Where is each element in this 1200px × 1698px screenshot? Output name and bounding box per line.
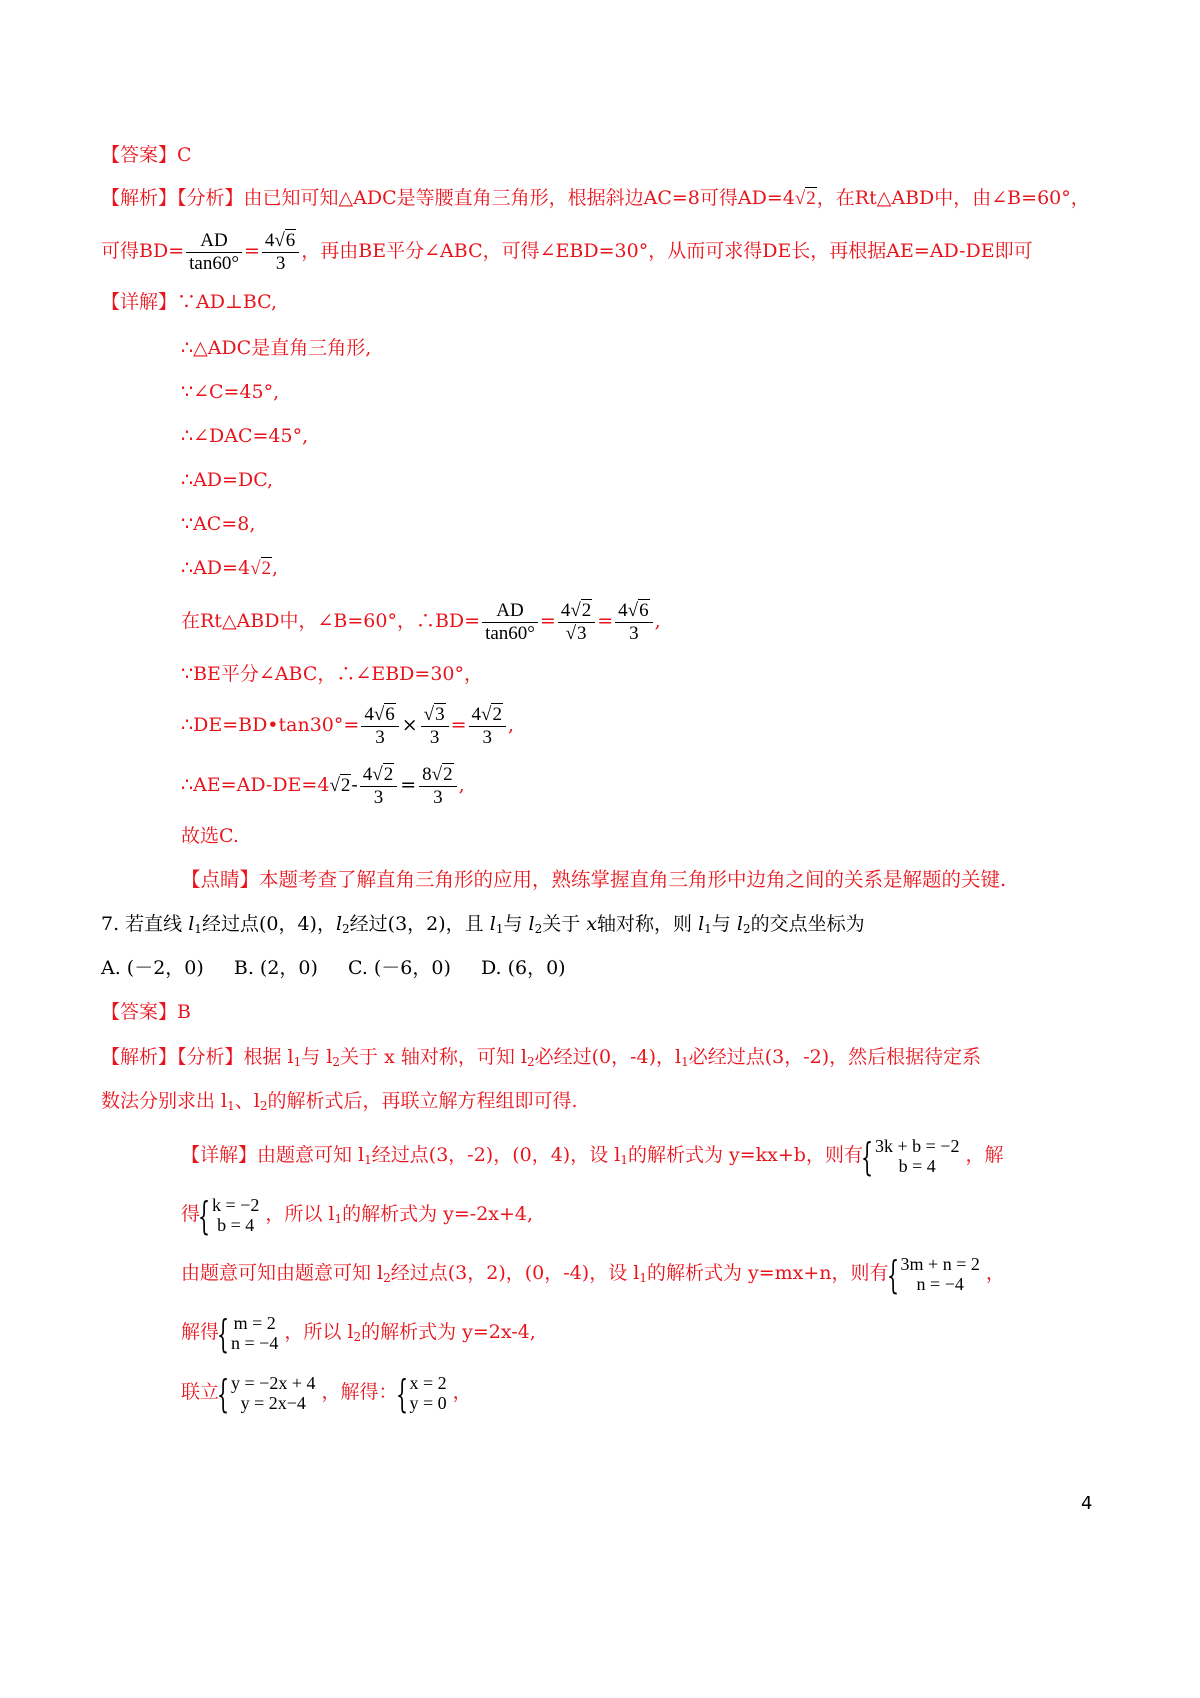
detail-text: ，解 — [965, 1144, 1004, 1166]
denominator: 3 — [375, 726, 385, 748]
analysis-text: 可得BD= — [101, 240, 185, 262]
radicand: 2 — [492, 703, 502, 725]
detail-step: ∵AC=8, — [181, 513, 256, 535]
equation: k = −2 — [212, 1195, 260, 1215]
question-text: 经过(3，2)，且 — [349, 913, 484, 935]
equation-system — [395, 1372, 447, 1416]
radicand: 3 — [435, 703, 445, 725]
analysis-text: 由已知可知△ADC是等腰直角三角形，根据斜边AC=8可得AD=4 — [243, 187, 795, 209]
detail-step: ∴AE=AD-DE=4 — [181, 774, 330, 796]
detail-6-step-12 — [181, 824, 239, 848]
analysis-label: 【解析】【分析】 — [101, 1046, 244, 1068]
analysis-6-line-2 — [101, 226, 1033, 276]
question-text: 7. 若直线 — [101, 913, 183, 935]
sqrt-expr: √2 — [250, 558, 271, 579]
fraction — [421, 704, 449, 749]
minus-sign: - — [351, 774, 358, 796]
subscript: 2 — [383, 1271, 391, 1285]
denominator: 3 — [629, 622, 639, 644]
sqrt-expr: √2 — [329, 775, 351, 796]
subscript: 2 — [342, 922, 350, 936]
answer-6 — [101, 143, 192, 167]
sqrt-expr: √6 — [274, 229, 296, 251]
analysis-7-line-2 — [101, 1089, 578, 1118]
radicand: 6 — [639, 599, 649, 621]
subscript: 2 — [742, 922, 751, 936]
numerator — [262, 230, 299, 253]
analysis-7-line-1 — [101, 1045, 981, 1074]
denominator: tan60° — [189, 252, 239, 274]
equation: b = 4 — [898, 1156, 936, 1176]
question-7-options — [101, 956, 566, 980]
numerator — [361, 704, 398, 727]
subscript: 2 — [332, 1055, 341, 1069]
radicand: 2 — [443, 763, 453, 785]
detail-6-step-4 — [181, 424, 308, 448]
fraction — [419, 764, 456, 809]
detail-text: 经过点(3，2)，(0，-4)，设 l — [390, 1262, 640, 1284]
question-text: 关于 — [542, 913, 581, 935]
analysis-label: 【解析】【分析】 — [101, 187, 244, 209]
sqrt-expr: √2 — [570, 599, 592, 621]
subscript: 1 — [639, 1271, 647, 1285]
detail-step: ∴∠DAC=45°, — [181, 425, 309, 447]
sqrt-expr: √2 — [372, 763, 394, 785]
radicand: 6 — [285, 229, 296, 251]
detail-6-step-7 — [181, 556, 278, 581]
sqrt-expr: √2 — [794, 188, 816, 209]
detail-step: ∵∠C=45°, — [181, 381, 280, 403]
analysis-text: 数法分别求出 l — [101, 1090, 228, 1112]
numerator — [558, 600, 595, 623]
detail-step: ∴AD=4 — [181, 557, 251, 579]
equation: n = −4 — [916, 1274, 964, 1294]
detail-step: ∵BE平分∠ABC，∴∠EBD=30°， — [181, 663, 483, 685]
denominator: tan60° — [485, 622, 535, 644]
detail-text: ， — [452, 1381, 472, 1403]
detail-step: ∴△ADC是直角三角形, — [181, 337, 372, 359]
option-d: D. (6，0) — [480, 957, 566, 979]
answer-label: 【答案】 — [101, 1001, 178, 1023]
coef: 4 — [364, 703, 374, 725]
page-number: 4 — [1081, 1493, 1093, 1514]
equation: 3m + n = 2 — [900, 1254, 980, 1274]
analysis-text: 与 l — [301, 1046, 333, 1068]
coef: 4 — [471, 703, 482, 725]
equals-sign: = — [243, 240, 260, 262]
fraction-4root6-over-3 — [262, 230, 299, 275]
radicand: 2 — [261, 558, 271, 579]
sqrt-expr: √6 — [373, 703, 395, 725]
analysis-text: 根据 l — [243, 1046, 294, 1068]
sqrt-expr: √2 — [431, 763, 453, 785]
punct: , — [654, 610, 661, 632]
subscript: 2 — [534, 922, 543, 936]
equation-system — [217, 1312, 279, 1356]
equation: 3k + b = −2 — [874, 1136, 960, 1156]
sqrt-expr: √2 — [481, 703, 502, 725]
brace: { — [860, 1135, 874, 1179]
analysis-text: ，在Rt△ABD中，由∠B=60°， — [816, 187, 1090, 209]
times-sign: × — [401, 714, 418, 736]
denominator: 3 — [275, 252, 286, 274]
sqrt-expr: √3 — [565, 622, 587, 644]
detail-text: ，所以 l — [284, 1321, 354, 1343]
denominator: 3 — [429, 726, 440, 748]
fraction-ad-over-tan60 — [186, 230, 242, 275]
detail-text: ，解得： — [321, 1381, 398, 1403]
subscript: 1 — [704, 922, 712, 936]
detail-7-p3 — [181, 1251, 1005, 1300]
numerator: AD — [482, 600, 538, 623]
var-l: l — [335, 913, 343, 935]
equation: y = 2x−4 — [240, 1393, 306, 1413]
subscript: 1 — [364, 1153, 372, 1167]
radicand: 2 — [581, 599, 592, 621]
var-x: x — [586, 913, 598, 935]
analysis-text: 、l — [234, 1090, 260, 1112]
denominator: 3 — [373, 786, 384, 808]
detail-6-step-9 — [181, 662, 483, 686]
detail-text: 联立 — [181, 1381, 220, 1403]
subscript: 1 — [293, 1055, 302, 1069]
detail-text: ， — [985, 1262, 1005, 1284]
equation-system — [217, 1372, 316, 1416]
answer-value: C — [177, 144, 192, 166]
equation: n = −4 — [231, 1333, 279, 1353]
detail-text: 的解析式为 y=mx+n，则有 — [646, 1262, 889, 1284]
equation: b = 4 — [217, 1215, 255, 1235]
radicand: 6 — [385, 703, 395, 725]
detail-6-step-8: 在Rt△ABD中，∠B=60°，∴BD= $\frac{AD}{\tan 60^\circ}$ = $\frac{4√2}{√3}$ = $\frac{4√6}{3}$ , — [181, 599, 661, 644]
comment-text: 本题考查了解直角三角形的应用，熟练掌握直角三角形中边角之间的关系是解题的关键. — [259, 868, 1007, 891]
detail-text: 的解析式为 y=2x-4, — [361, 1321, 536, 1343]
var-l: l — [489, 913, 496, 935]
subscript: 2 — [259, 1099, 268, 1113]
detail-text: 由题意可知 l — [257, 1144, 365, 1166]
fraction — [615, 600, 652, 645]
question-text: 经过点(0，4)， — [201, 913, 336, 935]
detail-text: 得 — [181, 1203, 201, 1225]
var-l: l — [736, 913, 743, 935]
option-c: C. (－6，0) — [347, 957, 451, 979]
brace: { — [395, 1372, 408, 1416]
detail-label: 【详解】 — [181, 1144, 258, 1166]
detail-6-step-6 — [181, 512, 255, 536]
detail-step: ∵AD⊥BC, — [177, 291, 278, 313]
numerator: AD — [186, 230, 242, 253]
analysis-text: 必经过(0，-4)，l — [534, 1046, 682, 1068]
brace: { — [886, 1253, 899, 1297]
denominator: 3 — [482, 726, 492, 748]
equation: x = 2 — [409, 1373, 447, 1393]
fraction — [482, 600, 538, 645]
detail-step: 在Rt△ABD中，∠B=60°，∴BD= — [181, 610, 481, 632]
punct: , — [458, 774, 465, 796]
equation-system — [860, 1135, 960, 1179]
sqrt-expr: √6 — [627, 599, 649, 621]
detail-text: 由题意可知由题意可知 l — [181, 1262, 384, 1284]
coef: 8 — [422, 763, 432, 785]
analysis-text: 关于 x 轴对称，可知 l — [340, 1046, 527, 1068]
numerator — [419, 764, 456, 787]
radicand: 2 — [340, 775, 351, 796]
detail-label: 【详解】 — [101, 291, 178, 313]
punct: , — [507, 714, 515, 736]
equals-sign: = — [400, 774, 417, 796]
fraction — [361, 704, 398, 749]
numerator — [421, 704, 449, 727]
option-b: B. (2，0) — [233, 957, 318, 979]
radicand: 2 — [383, 763, 394, 785]
subscript: 1 — [681, 1055, 689, 1069]
subscript: 1 — [620, 1153, 628, 1167]
detail-step: 故选C. — [181, 825, 239, 847]
numerator — [615, 600, 652, 623]
subscript: 1 — [495, 922, 504, 936]
answer-label: 【答案】 — [101, 144, 178, 166]
radicand: 2 — [806, 188, 816, 209]
fraction — [469, 704, 506, 749]
subscript: 1 — [334, 1212, 343, 1226]
detail-text: 的解析式为 y=kx+b，则有 — [627, 1144, 863, 1166]
detail-text: ，所以 l — [265, 1203, 335, 1225]
question-text: 轴对称，则 — [597, 913, 693, 935]
question-text: 与 — [503, 913, 523, 935]
denominator: 3 — [433, 786, 443, 808]
numerator — [360, 764, 397, 787]
punct: , — [272, 557, 279, 579]
question-text: 与 — [711, 913, 731, 935]
analysis-text: 的解析式后，再联立解方程组即可得. — [267, 1090, 578, 1112]
detail-7-p4 — [181, 1310, 536, 1359]
equation: m = 2 — [233, 1313, 276, 1333]
question-7 — [101, 912, 865, 941]
brace: { — [217, 1312, 230, 1356]
detail-7-p1 — [181, 1133, 1003, 1182]
coef: 4 — [560, 599, 571, 621]
numerator — [469, 704, 506, 727]
answer-7 — [101, 1000, 191, 1024]
subscript: 2 — [526, 1055, 535, 1069]
detail-6-step-11 — [181, 760, 465, 811]
analysis-6-line-1 — [101, 186, 1090, 211]
comment-label: 【点睛】 — [181, 868, 260, 891]
equation: y = 0 — [409, 1393, 447, 1413]
var-l: l — [188, 913, 195, 935]
detail-text: 经过点(3，-2)，(0，4)，设 l — [371, 1144, 621, 1166]
fraction — [558, 600, 595, 645]
radicand: 3 — [577, 622, 587, 644]
detail-6-step-2 — [181, 336, 371, 360]
detail-text: 的解析式为 y=-2x+4, — [342, 1203, 534, 1225]
var-l: l — [528, 913, 535, 935]
detail-step: ∴AD=DC, — [181, 469, 274, 491]
option-a: A. (－2，0) — [101, 957, 204, 979]
detail-6-step-3 — [181, 380, 279, 404]
brace: { — [198, 1194, 211, 1238]
equation-system — [886, 1253, 980, 1297]
sqrt-expr: √3 — [423, 703, 445, 725]
coef: 4 — [264, 229, 275, 251]
detail-6-line-1 — [101, 290, 277, 314]
coef: 4 — [362, 763, 373, 785]
detail-text: 解得 — [181, 1321, 220, 1343]
subscript: 2 — [353, 1330, 362, 1344]
subscript: 1 — [194, 922, 202, 936]
question-text: 的交点坐标为 — [750, 913, 865, 935]
fraction — [360, 764, 397, 809]
detail-7-p5 — [181, 1370, 472, 1414]
analysis-text: ，再由BE平分∠ABC，可得∠EBD=30°，从而可求得DE长，再根据AE=AD-DE即可 — [301, 240, 1033, 262]
subscript: 1 — [227, 1099, 235, 1113]
var-l: l — [698, 913, 705, 935]
detail-6-step-10: ∴DE=BD•tan30°= $\frac{4√6}{3}$ × $\frac{√3}{3}$ = $\frac{4√2}{3}$ , — [181, 703, 515, 748]
brace: { — [217, 1372, 230, 1416]
equation: y = −2x + 4 — [231, 1373, 316, 1393]
detail-7-p2 — [181, 1192, 533, 1241]
denominator — [558, 623, 595, 645]
answer-value: B — [177, 1001, 191, 1023]
detail-step: ∴DE=BD•tan30°= — [181, 714, 360, 736]
coef: 4 — [618, 599, 628, 621]
analysis-text: 必经过点(3，-2)，然后根据待定系 — [688, 1046, 982, 1068]
detail-6-step-5 — [181, 468, 273, 492]
equation-system — [198, 1194, 260, 1238]
comment-6 — [181, 868, 1006, 892]
